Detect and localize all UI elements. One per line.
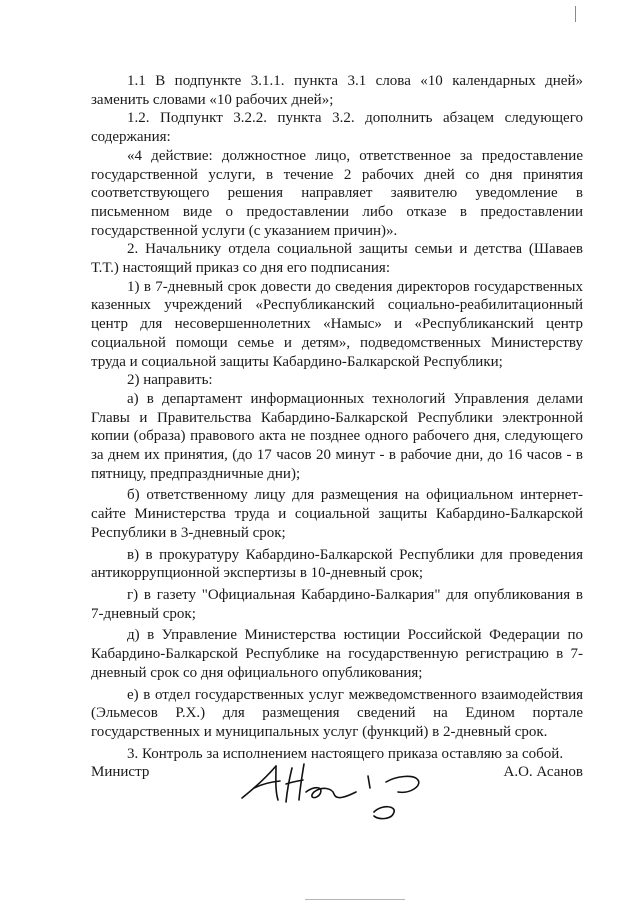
paragraph-2-2: 2) направить:	[127, 372, 213, 389]
paragraph-2-2-d: д) в Управление Министерства юстиции Российской Федерации по Кабардино-Балкарской Республике на государственную регистрацию в 7-дневный срок со дня официального опубликования;	[91, 627, 583, 681]
signatory-name: А.О. Асанов	[503, 764, 583, 780]
scan-bottom-mark	[305, 899, 405, 900]
paragraph-1-1: 1.1 В подпункте 3.1.1. пункта 3.1 слова «10 календарных дней» заменить словами «10 рабочих дней»;	[91, 73, 583, 108]
paragraph-2-1: 1) в 7-дневный срок довести до сведения директоров государственных казенных учреждений «Республиканский социально-реабилитационный центр для несовершеннолетних «Намыс» и «Республиканский центр социальной помощи семье и детям», подведомственных Министерству труда и социальной защиты Кабардино-Балкарской Республики;	[91, 278, 583, 370]
paragraph-2-2-v: в) в прокуратуру Кабардино-Балкарской Республики для проведения антикоррупционной экспертизы в 10-дневный срок;	[91, 546, 583, 582]
paragraph-1-2: 1.2. Подпункт 3.2.2. пункта 3.2. дополнить абзацем следующего содержания:	[91, 110, 583, 146]
paragraph-quote: «4 действие: должностное лицо, ответственное за предоставление государственной услуги, в течение 2 рабочих дней со дня принятия соответствующего решения направляет заявителю уведомление в письменном виде о предоставлении либо отказе в предоставлении государственной услуги (с указанием причин)».	[91, 147, 583, 239]
paragraph-2-2-e: е) в отдел государственных услуг межведомственного взаимодействия (Эльмесов Р.Х.) для размещения сведений на Едином портале государственных и муниципальных услуг (функций) в 2-дневный срок.	[91, 686, 583, 740]
paragraph-2: 2. Начальнику отдела социальной защиты семьи и детства (Шаваев Т.Т.) настоящий приказ со дня его подписания:	[91, 241, 583, 277]
handwritten-signature	[236, 748, 436, 830]
signatory-title: Министр	[91, 764, 150, 780]
document-body	[91, 72, 583, 763]
paragraph-2-2-g: г) в газету "Официальная Кабардино-Балкария" для опубликования в 7-дневный срок;	[91, 586, 583, 622]
paragraph-2-2-a: а) в департамент информационных технологий Управления делами Главы и Правительства Кабардино-Балкарской Республики электронной копии (образа) правового акта не позднее одного рабочего дня, следующего за днем их принятия, (до 17 часов 20 минут - в рабочие дни, до 16 часов - в пятницу, предпраздничные дни);	[91, 390, 583, 482]
paragraph-3: 3. Контроль за исполнением настоящего приказа оставляю за собой.	[127, 745, 564, 762]
scan-margin-mark	[575, 6, 576, 22]
paragraph-2-2-b: б) ответственному лицу для размещения на официальном интернет-сайте Министерства труда и социальной защиты Кабардино-Балкарской Республики в 3-дневный срок;	[91, 487, 583, 541]
